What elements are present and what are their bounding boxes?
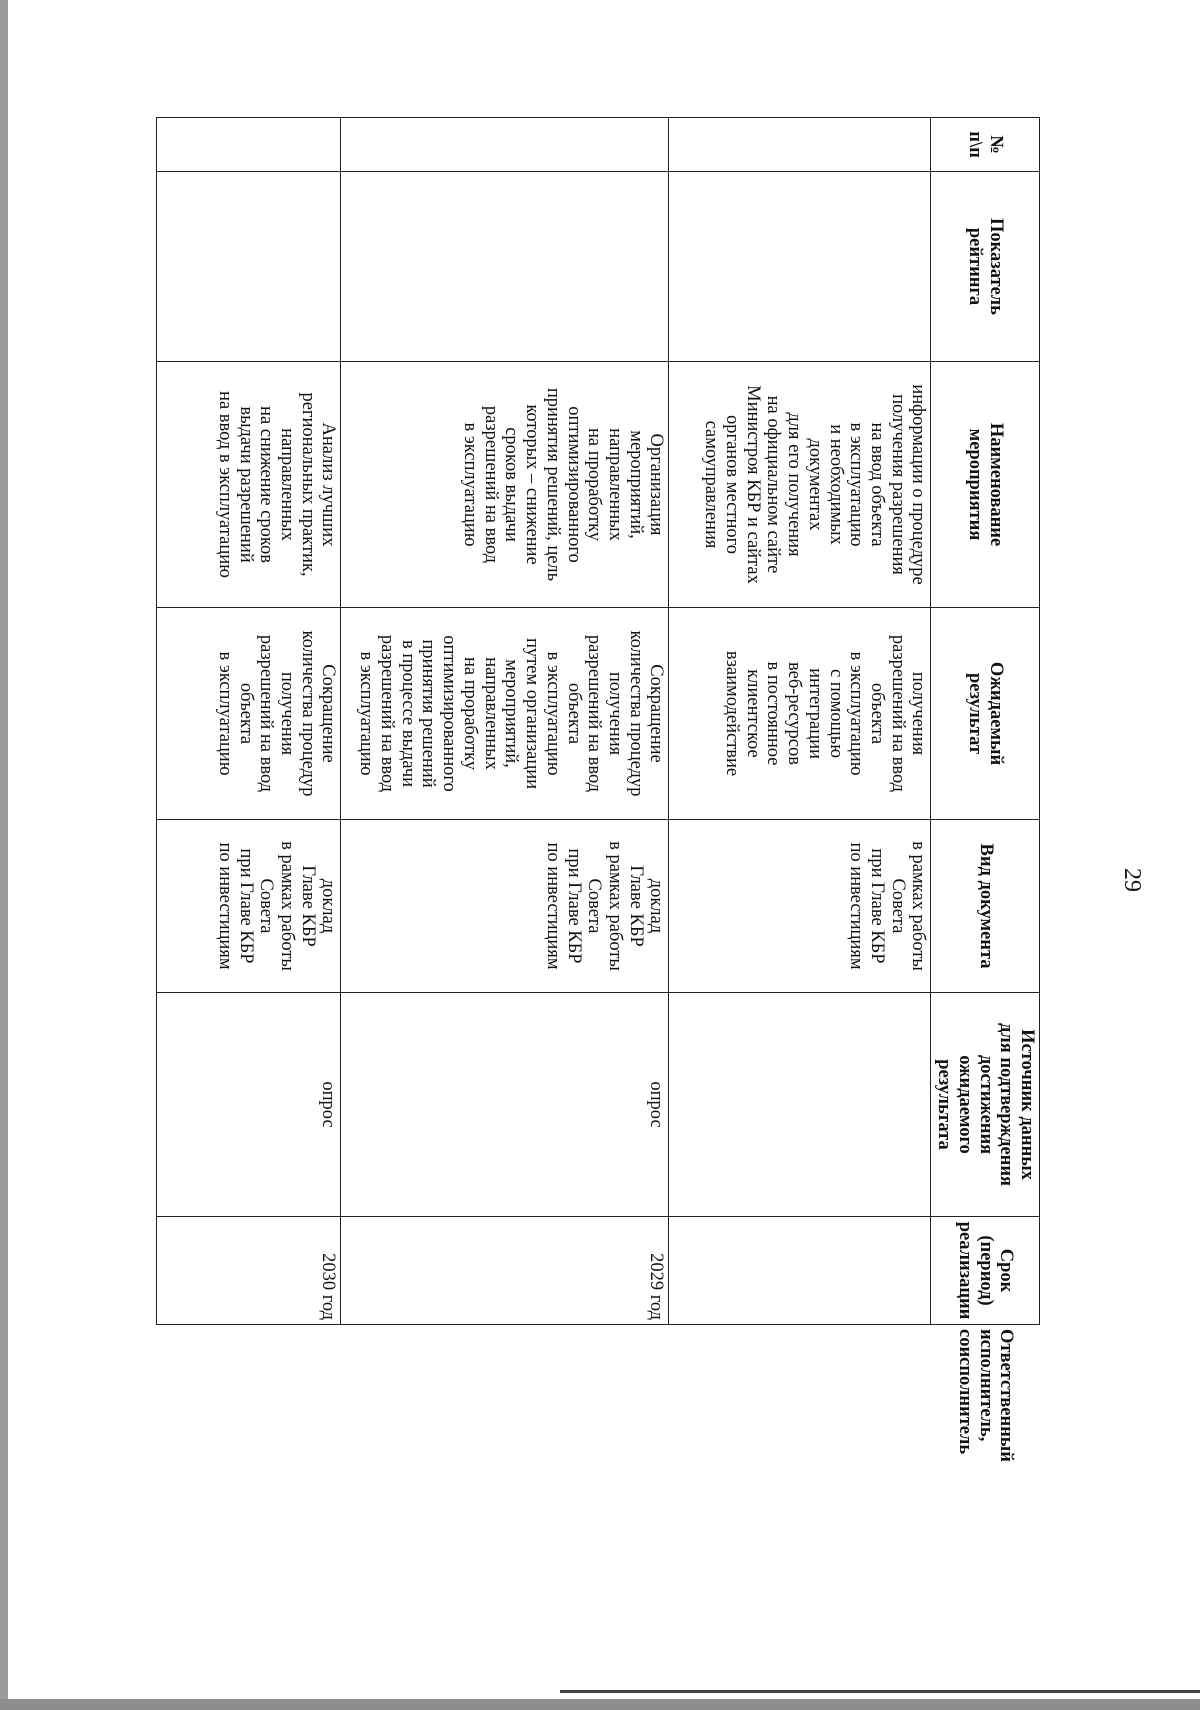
page-number: 29 [1119, 868, 1145, 892]
header-source: Источник данных для подтверждения достижения ожидаемого результата [931, 993, 1040, 1217]
header-document: Вид документа [931, 820, 1040, 993]
cell-document: доклад Главе КБР в рамках работы Совета при Главе КБР по инвестициям [341, 820, 669, 993]
cell-result: Сокращение количества процедур получения разрешений на ввод объекта в эксплуатацию [157, 608, 341, 820]
scan-edge-line [560, 1690, 1200, 1693]
table-row [157, 118, 341, 1325]
cell-document: в рамках работы Совета при Главе КБР по инвестициям [669, 820, 931, 993]
cell-measure: информации о процедуре получения разрешения на ввод объекта в эксплуатацию и необходимых документах для его получения на официальном сайте Министроя КБР и сайтах органов местного самоуправления [669, 362, 931, 608]
header-number: № п\п [931, 118, 1040, 172]
scan-edge-bottom [0, 1699, 1200, 1710]
cell-number [669, 118, 931, 172]
cell-indicator [157, 172, 341, 362]
table-header-row: № п\п Показатель рейтинга Наименование мероприятия Ожидаемый результат Вид документа Источник данных для подтверждения достижения ожидаемого результата Срок (период) реализации Ответственный исполнитель, соисполнитель [931, 118, 1040, 1325]
cell-number [157, 118, 341, 172]
cell-source [669, 993, 931, 1217]
table-row [669, 118, 931, 1325]
header-measure: Наименование мероприятия [931, 362, 1040, 608]
cell-indicator [341, 172, 669, 362]
action-plan-table-wrapper [162, 117, 1040, 1462]
cell-term: 2029 год [341, 1217, 669, 1325]
header-indicator: Показатель рейтинга [931, 172, 1040, 362]
cell-measure: Организация мероприятий, направленных на проработку оптимизированного принятия решений, цель которых – снижение сроков выдачи разрешений на ввод в эксплуатацию [341, 362, 669, 608]
cell-measure: Анализ лучших региональных практик, направленных на снижение сроков выдачи разрешений на ввод в эксплуатацию [157, 362, 341, 608]
header-result: Ожидаемый результат [931, 608, 1040, 820]
scan-edge-left [0, 0, 8, 1710]
table-row [341, 118, 669, 1325]
header-term: Срок (период) реализации [931, 1217, 1040, 1325]
cell-term [669, 1217, 931, 1325]
cell-term: 2030 год [157, 1217, 341, 1325]
cell-document: доклад Главе КБР в рамках работы Совета при Главе КБР по инвестициям [157, 820, 341, 993]
cell-number [341, 118, 669, 172]
cell-result: Сокращение количества процедур получения разрешений на ввод объекта в эксплуатацию путем организации мероприятий, направленных на проработку оптимизированного принятия решений в процессе выдачи разрешений на ввод в эксплуатацию [341, 608, 669, 820]
cell-indicator [669, 172, 931, 362]
cell-result: получения разрешений на ввод объекта в эксплуатацию с помощью интеграции веб-ресурсов в постоянное клиентское взаимодействие [669, 608, 931, 820]
action-plan-table [156, 117, 1040, 1462]
cell-source: опрос [341, 993, 669, 1217]
cell-source: опрос [157, 993, 341, 1217]
